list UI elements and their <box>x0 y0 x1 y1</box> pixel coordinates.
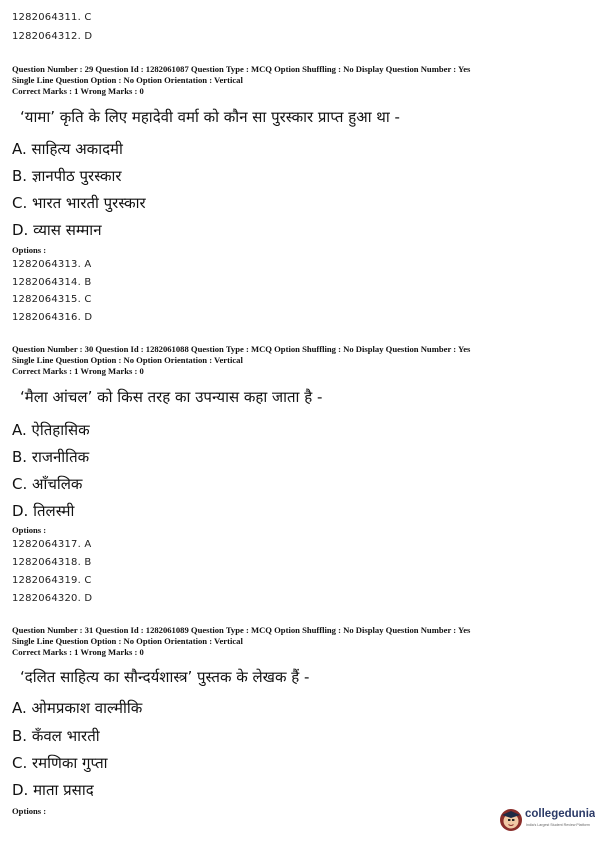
option-id-line: 1282064320. D <box>12 593 93 604</box>
answer-choice: A. ओमप्रकाश वाल्मीकि <box>12 699 143 717</box>
options-heading: Options : <box>12 525 47 535</box>
question-text: ‘यामा’ कृति के लिए महादेवी वर्मा को कौन सा पुरस्कार प्राप्त हुआ था - <box>20 108 400 126</box>
option-id-line: 1282064312. D <box>12 31 93 42</box>
answer-choice: A. साहित्य अकादमी <box>12 140 123 158</box>
question-meta: Question Number : 29 Question Id : 1282061087 Question Type : MCQ Option Shuffling : No Display Question Number : Yes Single Line Question Option : No Option Orientation : Vertical Correct Marks : 1 Wrong Marks : 0 <box>12 64 471 96</box>
question-text: ‘दलित साहित्य का सौन्दर्यशास्त्र’ पुस्तक के लेखक हैं - <box>20 668 310 686</box>
answer-choice: D. माता प्रसाद <box>12 781 94 799</box>
option-id-line: 1282064314. B <box>12 277 92 288</box>
option-id-line: 1282064313. A <box>12 259 92 270</box>
collegedunia-logo[interactable] <box>498 804 595 834</box>
option-id-line: 1282064316. D <box>12 312 93 323</box>
option-id-line: 1282064317. A <box>12 539 92 550</box>
question-text: ‘मैला आंचल’ को किस तरह का उपन्यास कहा जाता है - <box>20 388 323 406</box>
answer-choice: B. ज्ञानपीठ पुरस्कार <box>12 167 122 185</box>
logo-tagline: India's Largest Student Review Platform <box>526 823 590 827</box>
answer-choice: B. कँवल भारती <box>12 727 100 745</box>
answer-choice: A. ऐतिहासिक <box>12 421 90 439</box>
answer-choice: C. रमणिका गुप्ता <box>12 754 108 772</box>
student-mascot-icon <box>498 806 524 832</box>
option-id-line: 1282064318. B <box>12 557 92 568</box>
answer-choice: C. भारत भारती पुरस्कार <box>12 194 146 212</box>
answer-choice: D. व्यास सम्मान <box>12 221 102 239</box>
option-id-line: 1282064315. C <box>12 294 92 305</box>
answer-choice: C. आँचलिक <box>12 475 83 493</box>
option-id-line: 1282064319. C <box>12 575 92 586</box>
option-id-line: 1282064311. C <box>12 12 92 23</box>
logo-name: collegedunia <box>525 808 595 820</box>
question-meta: Question Number : 31 Question Id : 1282061089 Question Type : MCQ Option Shuffling : No Display Question Number : Yes Single Line Question Option : No Option Orientation : Vertical Correct Marks : 1 Wrong Marks : 0 <box>12 625 471 657</box>
question-meta: Question Number : 30 Question Id : 1282061088 Question Type : MCQ Option Shuffling : No Display Question Number : Yes Single Line Question Option : No Option Orientation : Vertical Correct Marks : 1 Wrong Marks : 0 <box>12 344 471 376</box>
answer-choice: B. राजनीतिक <box>12 448 90 466</box>
options-heading: Options : <box>12 806 47 816</box>
answer-choice: D. तिलस्मी <box>12 502 75 520</box>
options-heading: Options : <box>12 245 47 255</box>
